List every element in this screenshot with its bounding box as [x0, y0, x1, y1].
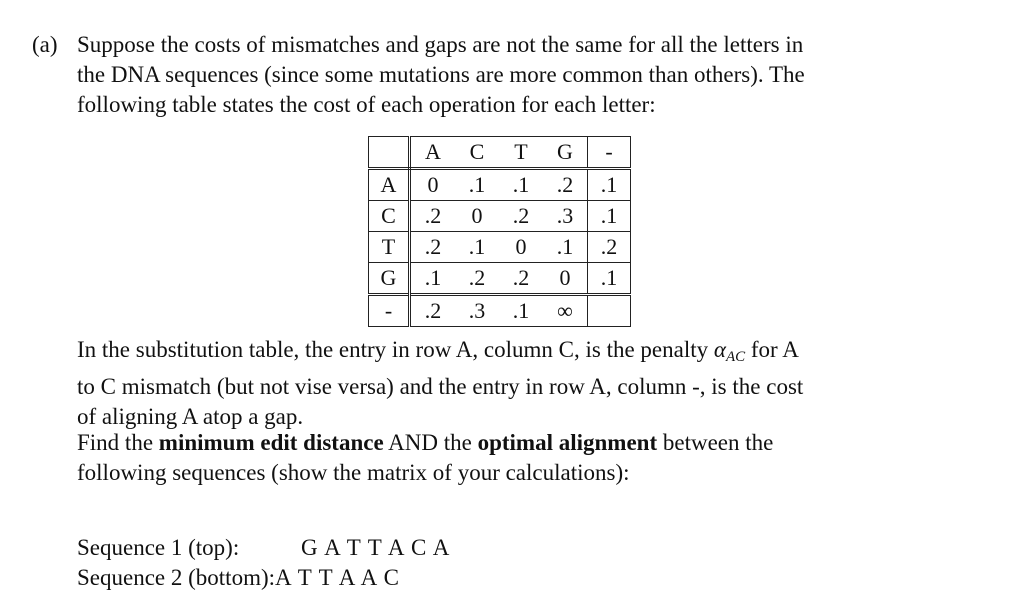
table-cell: .1: [499, 169, 543, 201]
sequences-block: [77, 533, 450, 593]
min-edit-distance-bold: minimum edit distance: [158, 430, 384, 455]
table-cell: .2: [588, 232, 631, 263]
table-row: [369, 169, 631, 201]
table-row: [369, 201, 631, 232]
table-cell: .1: [499, 295, 543, 327]
table-cell: 0: [410, 169, 456, 201]
para3-text-3: between the: [657, 430, 774, 455]
sequence-1: [77, 533, 450, 563]
table-corner-cell: [369, 137, 410, 169]
table-cell: 0: [499, 232, 543, 263]
table-cell: .3: [543, 201, 588, 232]
cost-table: [368, 136, 631, 327]
table-cell: ∞: [543, 295, 588, 327]
para2-line-3: of aligning A atop a gap.: [77, 404, 304, 429]
table-cell: .2: [455, 263, 499, 295]
table-row: [369, 263, 631, 295]
row-header: -: [369, 295, 410, 327]
table-cell: .3: [455, 295, 499, 327]
column-header: G: [543, 137, 588, 169]
table-cell: .2: [543, 169, 588, 201]
sequence-2: [77, 563, 450, 593]
column-header: T: [499, 137, 543, 169]
table-cell: .1: [410, 263, 456, 295]
table-cell: .1: [543, 232, 588, 263]
row-header: G: [369, 263, 410, 295]
table-header-row: [369, 137, 631, 169]
table-cell: .2: [410, 201, 456, 232]
table-cell: .1: [588, 201, 631, 232]
table-cell: .1: [455, 169, 499, 201]
optimal-alignment-bold: optimal alignment: [477, 430, 658, 455]
para2-text-after: for A: [745, 337, 799, 362]
table-cell: .1: [455, 232, 499, 263]
sequence-2-value: A T T A A C: [275, 565, 401, 590]
alpha-symbol: [713, 337, 746, 365]
table-cell: .2: [499, 201, 543, 232]
table-cell: [588, 295, 631, 327]
cost-table-wrapper: [368, 136, 631, 327]
para2-line-2: to C mismatch (but not vise versa) and the entry in row A, column -, is the cost: [77, 374, 804, 399]
column-header: A: [410, 137, 456, 169]
para2-line-1: [77, 335, 942, 372]
para3-line-2: following sequences (show the matrix of your calculations):: [77, 460, 630, 485]
sequence-1-value: G A T T A C A: [301, 535, 451, 560]
substitution-explanation: [77, 335, 942, 432]
table-cell: 0: [455, 201, 499, 232]
intro-paragraph: [77, 30, 942, 120]
row-header: C: [369, 201, 410, 232]
column-header: -: [588, 137, 631, 169]
table-cell: 0: [543, 263, 588, 295]
intro-line-1: Suppose the costs of mismatches and gaps are not the same for all the letters in: [77, 32, 804, 57]
table-cell: .1: [588, 263, 631, 295]
table-cell: .2: [410, 295, 456, 327]
table-row: [369, 232, 631, 263]
intro-line-2: the DNA sequences (since some mutations are more common than others). The: [77, 62, 805, 87]
sequence-2-label: Sequence 2 (bottom):: [77, 565, 276, 590]
sequence-1-label: Sequence 1 (top):: [77, 535, 240, 560]
table-cell: .1: [588, 169, 631, 201]
table-cell: .2: [410, 232, 456, 263]
alpha-subscript: AC: [725, 349, 746, 365]
para3-text-1: Find the: [77, 430, 159, 455]
table-row: [369, 295, 631, 327]
para3-line-1: [77, 428, 942, 458]
part-label: (a): [32, 32, 58, 57]
para3-text-2: AND the: [383, 430, 478, 455]
para2-text-before: In the substitution table, the entry in row A, column C, is the penalty: [77, 337, 714, 362]
row-header: T: [369, 232, 410, 263]
table-cell: .2: [499, 263, 543, 295]
task-paragraph: [77, 428, 942, 488]
row-header: A: [369, 169, 410, 201]
intro-line-3: following table states the cost of each operation for each letter:: [77, 92, 656, 117]
alpha-letter: α: [713, 337, 726, 362]
column-header: C: [455, 137, 499, 169]
